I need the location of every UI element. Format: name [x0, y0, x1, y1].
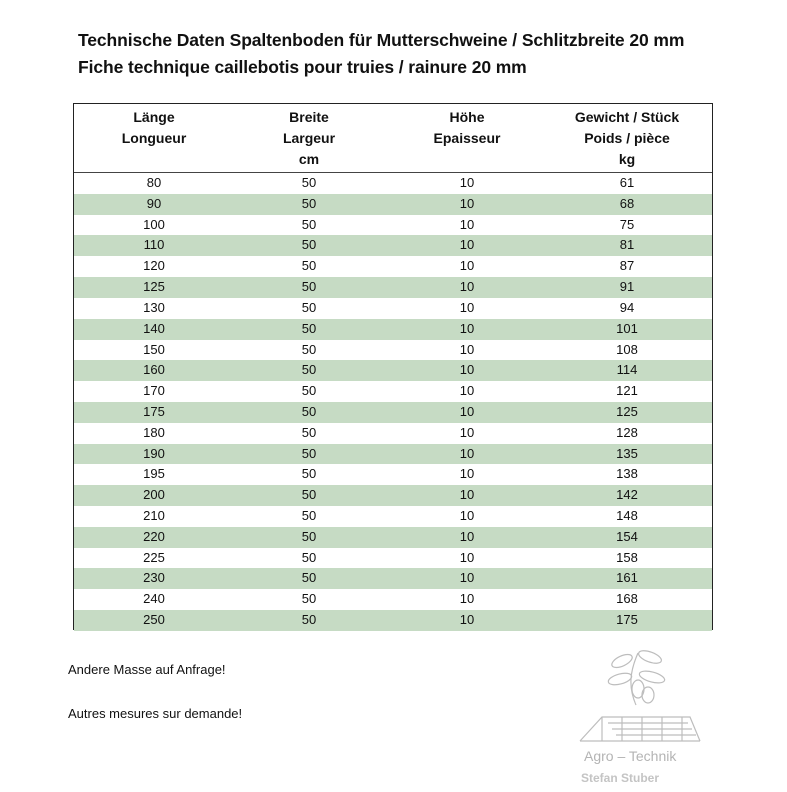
table-row	[74, 173, 712, 194]
cell-weight: 108	[616, 341, 638, 357]
table-row	[74, 360, 712, 381]
cell-length: 190	[143, 445, 165, 461]
cell-length: 225	[143, 549, 165, 565]
cell-height: 10	[459, 383, 475, 399]
cell-height: 10	[459, 175, 475, 190]
cell-height: 10	[459, 341, 475, 357]
cell-length: 180	[143, 424, 165, 440]
cell-width: 50	[301, 445, 317, 461]
table-row	[74, 506, 712, 527]
cell-height: 10	[459, 320, 475, 336]
cell-weight: 168	[616, 591, 638, 607]
table-row	[74, 423, 712, 444]
cell-height: 10	[459, 528, 475, 544]
cell-width: 50	[301, 424, 317, 440]
table-row	[74, 194, 712, 215]
cell-length: 125	[143, 279, 165, 295]
cell-width: 50	[301, 528, 317, 544]
cell-length: 120	[143, 258, 165, 274]
table-row	[74, 215, 712, 236]
cell-weight: 125	[616, 403, 638, 419]
cell-height: 10	[459, 445, 475, 461]
cell-length: 195	[143, 466, 165, 482]
cell-length: 230	[143, 570, 165, 586]
header-height-fr: Epaisseur	[433, 130, 501, 146]
logo-company-name: Agro – Technik	[584, 748, 677, 764]
note-french: Autres mesures sur demande!	[68, 706, 243, 721]
cell-length: 240	[143, 591, 165, 607]
cell-weight: 161	[616, 570, 638, 586]
cell-height: 10	[459, 237, 475, 253]
cell-weight: 68	[619, 195, 635, 211]
header-weight	[552, 107, 702, 170]
cell-weight: 94	[619, 299, 635, 315]
table-row	[74, 485, 712, 506]
cell-height: 10	[459, 279, 475, 295]
table-row	[74, 256, 712, 277]
cell-length: 110	[143, 237, 165, 253]
cell-height: 10	[459, 487, 475, 503]
cell-weight: 138	[616, 466, 638, 482]
cell-width: 50	[301, 466, 317, 482]
cell-weight: 81	[619, 237, 635, 253]
header-width-de: Breite	[289, 109, 329, 125]
table-row	[74, 402, 712, 423]
cell-length: 220	[143, 528, 165, 544]
cell-weight: 128	[616, 424, 638, 440]
cell-width: 50	[301, 320, 317, 336]
page-title-german: Technische Daten Spaltenboden für Mutterschweine / Schlitzbreite 20 mm	[78, 30, 685, 50]
header-weight-unit: kg	[618, 151, 636, 167]
table-row	[74, 527, 712, 548]
cell-height: 10	[459, 466, 475, 482]
cell-length: 250	[143, 612, 165, 628]
header-width-unit: cm	[298, 151, 320, 167]
cell-width: 50	[301, 216, 317, 232]
cell-height: 10	[459, 299, 475, 315]
cell-length: 90	[146, 195, 162, 211]
cell-width: 50	[301, 508, 317, 523]
cell-weight: 158	[616, 549, 638, 565]
cell-width: 50	[301, 237, 317, 253]
cell-height: 10	[459, 258, 475, 274]
table-row	[74, 319, 712, 340]
cell-height: 10	[459, 570, 475, 586]
page-title-french: Fiche technique caillebotis pour truies / rainure 20 mm	[78, 57, 527, 77]
header-length-de: Länge	[133, 109, 175, 125]
table-row	[74, 235, 712, 256]
header-length	[104, 107, 204, 149]
table-row	[74, 444, 712, 465]
cell-width: 50	[301, 487, 317, 503]
cell-height: 10	[459, 424, 475, 440]
header-weight-fr: Poids / pièce	[584, 130, 670, 146]
cell-weight: 75	[619, 216, 635, 232]
table-row	[74, 589, 712, 610]
cell-length: 160	[143, 362, 165, 378]
table-row	[74, 610, 712, 631]
cell-width: 50	[301, 549, 317, 565]
cell-weight: 135	[616, 445, 638, 461]
cell-weight: 148	[616, 508, 638, 523]
cell-length: 175	[143, 403, 165, 419]
cell-width: 50	[301, 403, 317, 419]
table-row	[74, 548, 712, 569]
header-weight-de: Gewicht / Stück	[574, 109, 680, 125]
header-width-fr: Largeur	[282, 130, 336, 146]
cell-length: 130	[143, 299, 165, 315]
cell-height: 10	[459, 403, 475, 419]
specs-table	[73, 103, 713, 630]
cell-weight: 121	[616, 383, 638, 399]
cell-width: 50	[301, 175, 317, 190]
cell-length: 150	[143, 341, 165, 357]
logo-owner-name: Stefan Stuber	[581, 771, 660, 785]
table-row	[74, 340, 712, 361]
table-row	[74, 464, 712, 485]
cell-width: 50	[301, 341, 317, 357]
cell-weight: 175	[616, 612, 638, 628]
cell-width: 50	[301, 362, 317, 378]
table-body	[74, 173, 712, 631]
header-height-de: Höhe	[449, 109, 485, 125]
cell-weight: 91	[619, 279, 635, 295]
cell-height: 10	[459, 216, 475, 232]
cell-length: 200	[143, 487, 165, 503]
cell-height: 10	[459, 612, 475, 628]
cell-weight: 101	[616, 320, 638, 336]
table-row	[74, 381, 712, 402]
header-height	[392, 107, 542, 149]
cell-length: 80	[146, 175, 162, 190]
cell-height: 10	[459, 591, 475, 607]
table-row	[74, 568, 712, 589]
table-row	[74, 277, 712, 298]
cell-width: 50	[301, 591, 317, 607]
cell-weight: 87	[619, 258, 635, 274]
cell-weight: 142	[616, 487, 638, 503]
cell-height: 10	[459, 508, 475, 523]
cell-length: 210	[143, 508, 165, 523]
cell-width: 50	[301, 279, 317, 295]
header-length-fr: Longueur	[121, 130, 187, 146]
cell-width: 50	[301, 195, 317, 211]
cell-length: 140	[143, 320, 165, 336]
cell-height: 10	[459, 362, 475, 378]
cell-weight: 61	[619, 175, 635, 190]
cell-width: 50	[301, 570, 317, 586]
header-width	[234, 107, 384, 170]
table-header	[74, 104, 712, 173]
cell-height: 10	[459, 195, 475, 211]
cell-width: 50	[301, 612, 317, 628]
cell-weight: 154	[616, 528, 638, 544]
cell-height: 10	[459, 549, 475, 565]
cell-length: 100	[143, 216, 165, 232]
cell-length: 170	[143, 383, 165, 399]
table-row	[74, 298, 712, 319]
cell-width: 50	[301, 258, 317, 274]
cell-width: 50	[301, 299, 317, 315]
note-german: Andere Masse auf Anfrage!	[68, 662, 226, 677]
cell-weight: 114	[616, 362, 638, 378]
cell-width: 50	[301, 383, 317, 399]
plant-and-barn-logo-icon	[578, 645, 703, 790]
